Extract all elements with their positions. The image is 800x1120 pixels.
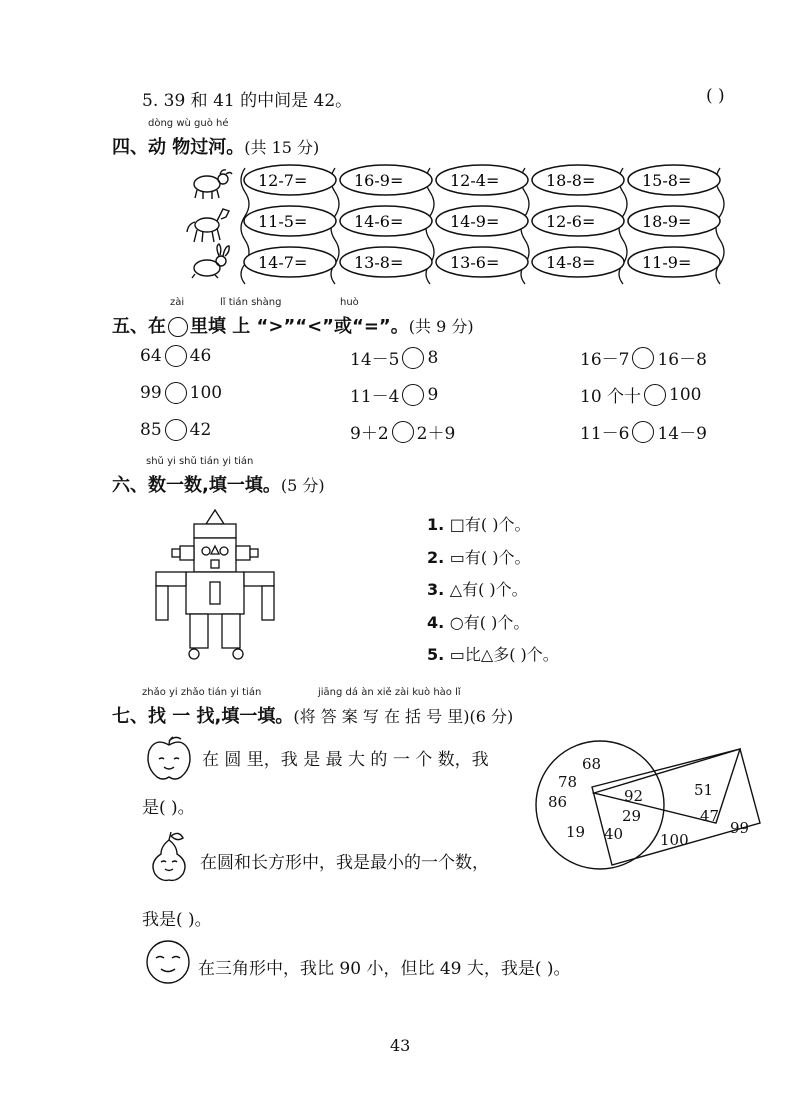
s7-note: (将 答 案 写 在 括 号 里)(6 分) (293, 707, 514, 726)
compare-item (140, 419, 211, 441)
diagram-number-19: 19 (566, 823, 586, 841)
compare-right: 16－8 (657, 350, 707, 370)
compare-item (580, 345, 707, 370)
compare-right: 2＋9 (416, 424, 456, 444)
s7-heading (112, 702, 513, 728)
robot-mouth (211, 560, 219, 568)
s7-q3[interactable]: 在三角形中，我比 90 小，但比 49 大，我是( )。 (198, 959, 571, 979)
compare-item (350, 382, 438, 407)
robot-right-ear (236, 546, 250, 560)
diagram-number-40: 40 (604, 825, 624, 843)
circle-blank-icon (168, 317, 188, 337)
compare-answer-circle[interactable] (644, 384, 666, 406)
compare-left: 11－4 (350, 387, 400, 407)
count-question[interactable] (427, 512, 559, 545)
s5-title-a: 五、在 (112, 316, 166, 337)
count-question-text: △有( )个。 (449, 580, 528, 599)
s7-pinyin-a: zhǎo yi zhǎo tián yi tián (142, 687, 262, 698)
compare-right: 9 (427, 384, 439, 405)
compare-item (580, 419, 707, 444)
count-questions (427, 512, 559, 675)
s7-q2-line2[interactable]: 我是( )。 (142, 910, 212, 930)
equation-cells (244, 165, 720, 277)
compare-item (140, 345, 211, 367)
q5-answer-paren[interactable]: ( ) (706, 86, 725, 106)
diagram-number-99: 99 (730, 819, 750, 837)
equation-0-2[interactable]: 12-4= (450, 171, 500, 190)
compare-answer-circle[interactable] (632, 421, 654, 443)
equation-0-4[interactable]: 15-8= (642, 171, 692, 190)
equation-1-2[interactable]: 14-9= (450, 212, 500, 231)
compare-left: 9＋2 (350, 424, 389, 444)
robot-left-wheel (189, 649, 199, 659)
apple-icon (145, 735, 193, 781)
compare-right: 46 (189, 346, 212, 366)
equation-2-3[interactable]: 14-8= (546, 253, 596, 272)
equation-1-1[interactable]: 14-6= (354, 212, 404, 231)
count-question-number: 2. (427, 547, 450, 567)
compare-answer-circle[interactable] (165, 419, 187, 441)
s4-heading (112, 133, 319, 159)
count-question[interactable] (427, 642, 559, 675)
compare-right: 42 (189, 420, 212, 440)
s5-pinyin-zai: zài (170, 297, 185, 308)
compare-left: 16－7 (580, 350, 630, 370)
diagram-number-78: 78 (558, 773, 578, 791)
s6-score: (5 分) (280, 476, 325, 495)
diagram-number-47: 47 (700, 807, 720, 825)
s5-title-b: 里填 上 “>”“<”或“=”。 (190, 316, 409, 337)
count-question-text: □有( )个。 (449, 515, 531, 534)
count-question[interactable] (427, 610, 559, 643)
s5-pinyin-huo: huò (340, 297, 359, 308)
compare-answer-circle[interactable] (392, 421, 414, 443)
s5-pinyin-litianshang: lǐ tián shàng (220, 297, 282, 308)
equation-2-0[interactable]: 14-7= (258, 253, 308, 272)
compare-right: 100 (189, 383, 223, 403)
compare-answer-circle[interactable] (632, 347, 654, 369)
equation-0-0[interactable]: 12-7= (258, 171, 308, 190)
compare-left: 10 个十 (580, 387, 642, 407)
equation-2-2[interactable]: 13-6= (450, 253, 500, 272)
s4-pinyin: dòng wù guò hé (148, 118, 229, 129)
s7-q1-line1: 在 圆 里，我 是 最 大 的 一 个 数，我 (202, 750, 489, 770)
robot-left-earbolt (172, 549, 180, 557)
robot-left-ear (180, 546, 194, 560)
robot-figure (150, 508, 280, 668)
ox-icon (194, 170, 232, 199)
diagram-number-29: 29 (622, 807, 642, 825)
diagram-number-86: 86 (548, 793, 568, 811)
robot-right-shoulder (244, 572, 274, 586)
compare-answer-circle[interactable] (165, 345, 187, 367)
robot-forehead (194, 524, 236, 538)
robot-right-arm (262, 586, 274, 620)
count-question-number: 4. (427, 612, 450, 632)
compare-right: 8 (427, 347, 439, 368)
count-question-text: ▭比△多( )个。 (449, 645, 559, 664)
diagram-number-51: 51 (694, 781, 714, 799)
diagram-number-68: 68 (582, 755, 602, 773)
horse-icon (187, 209, 229, 242)
count-question-text: ▭有( )个。 (449, 547, 531, 567)
robot-hat-triangle (206, 510, 224, 524)
robot-right-wheel (233, 649, 243, 659)
s6-heading (112, 471, 325, 497)
equation-0-1[interactable]: 16-9= (354, 171, 404, 190)
compare-answer-circle[interactable] (402, 384, 424, 406)
compare-left: 99 (140, 383, 162, 403)
robot-right-eye (220, 547, 228, 555)
s7-pinyin-b: jiāng dá àn xiě zài kuò hào lǐ (318, 687, 461, 698)
equation-2-1[interactable]: 13-8= (354, 253, 404, 272)
count-question[interactable] (427, 577, 559, 610)
s7-q1-line2[interactable]: 是( )。 (142, 798, 195, 818)
robot-left-arm (156, 586, 168, 620)
count-question-number: 1. (427, 515, 450, 534)
q5-statement: 5. 39 和 41 的中间是 42。 (142, 91, 353, 111)
river-crossing-grid (185, 160, 730, 285)
robot-right-leg (222, 614, 240, 648)
compare-item (350, 345, 438, 370)
robot-left-leg (190, 614, 208, 648)
equation-0-3[interactable]: 18-8= (546, 171, 596, 190)
compare-item (580, 382, 702, 407)
diagram-number-100: 100 (660, 831, 689, 849)
diagram-number-92: 92 (624, 787, 644, 805)
count-question-number: 5. (427, 645, 450, 664)
compare-right: 14－9 (657, 424, 707, 444)
compare-left: 11－6 (580, 424, 630, 444)
s5-heading (112, 312, 474, 338)
compare-left: 64 (140, 346, 162, 366)
compare-left: 14－5 (350, 350, 400, 370)
count-question[interactable] (427, 545, 559, 578)
compare-right: 100 (669, 384, 702, 405)
s6-pinyin: shǔ yi shǔ tián yi tián (146, 456, 254, 467)
s7-q2-line1: 在圆和长方形中，我是最小的一个数， (200, 853, 489, 873)
compare-answer-circle[interactable] (402, 347, 424, 369)
s5-score: (共 9 分) (408, 317, 474, 336)
robot-left-shoulder (156, 572, 186, 586)
rabbit-icon (192, 244, 229, 278)
compare-answer-circle[interactable] (165, 382, 187, 404)
s7-title: 七、找 一 找,填一填。 (112, 706, 294, 727)
number-set-diagram (530, 735, 770, 875)
robot-left-eye (202, 547, 210, 555)
equation-1-3[interactable]: 12-6= (546, 212, 596, 231)
s4-score: (共 15 分) (244, 138, 320, 157)
page-number: 43 (390, 1036, 411, 1055)
compare-item (350, 419, 455, 444)
equation-1-0[interactable]: 11-5= (258, 212, 308, 231)
smiley-face-icon (144, 938, 192, 986)
count-question-number: 3. (427, 580, 450, 599)
equation-1-4[interactable]: 18-9= (642, 212, 692, 231)
s4-title: 四、动 物过河。 (112, 137, 245, 158)
equation-2-4[interactable]: 11-9= (642, 253, 692, 272)
s6-title: 六、数一数,填一填。 (112, 475, 281, 496)
robot-right-earbolt (250, 549, 258, 557)
pear-icon (145, 828, 195, 882)
count-question-text: ○有( )个。 (449, 612, 530, 632)
robot-belly (210, 582, 220, 604)
compare-left: 85 (140, 420, 162, 440)
compare-item (140, 382, 222, 404)
